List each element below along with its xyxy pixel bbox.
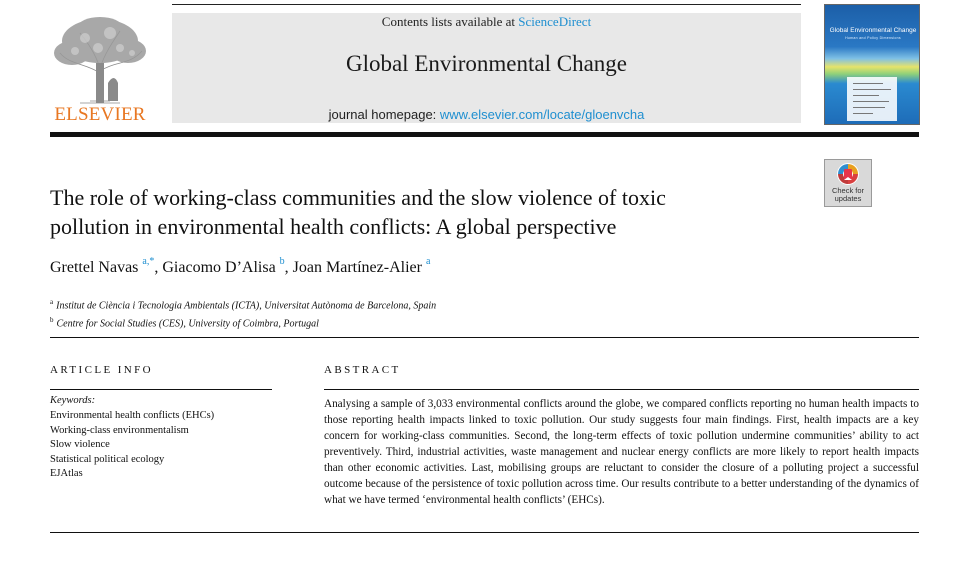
cover-title: Global Environmental Change <box>829 27 917 34</box>
keyword-item[interactable]: Statistical political ecology <box>50 453 165 465</box>
journal-homepage-link[interactable]: www.elsevier.com/locate/gloenvcha <box>439 107 645 122</box>
cover-text-line <box>853 89 891 90</box>
section-divider <box>50 337 919 338</box>
cover-text-line <box>853 83 883 84</box>
author-list <box>50 255 810 277</box>
author-affiliation-mark[interactable]: a,* <box>142 255 155 267</box>
affiliation-text: Institut de Ciència i Tecnologia Ambientals (ICTA), Universitat Autònoma de Barcelona, Spain <box>56 300 437 312</box>
cover-text-line <box>853 113 873 114</box>
affiliation-item <box>50 313 810 331</box>
cover-text-line <box>853 107 885 108</box>
cover-contents-panel <box>847 77 897 121</box>
contents-line <box>172 14 801 30</box>
contents-prefix: Contents lists available at <box>381 14 519 29</box>
journal-title: Global Environmental Change <box>345 51 628 76</box>
author-affiliation-mark[interactable]: b <box>279 255 285 267</box>
keyword-item[interactable]: Working-class environmentalism <box>50 424 189 436</box>
affiliations <box>50 295 810 332</box>
affiliation-item <box>50 295 810 313</box>
article-info-rule <box>50 389 272 390</box>
abstract-rule <box>324 389 919 390</box>
keyword-item[interactable]: EJAtlas <box>50 468 83 479</box>
author-separator: , <box>284 259 293 276</box>
journal-cover-thumbnail[interactable] <box>824 4 920 125</box>
cover-text-line <box>853 95 879 96</box>
author-separator: , <box>154 259 163 276</box>
affiliation-text: Centre for Social Studies (CES), University of Coimbra, Portugal <box>56 318 319 330</box>
keyword-item[interactable]: Slow violence <box>50 439 110 450</box>
abstract-text: Analysing a sample of 3,033 environmental conflicts around the globe, we compared conflicts reporting no human health impacts to those reporting health impacts linked to toxic pollution. Our study suggests four main findings. First, health impacts are a key concern for working-class communities. Second, the long-term effects of toxic pollution undermine communities’ ability to act preventively. Third, industrial activities, waste management and nuclear energy conflicts are more likely to report health impacts than other economic activities. Last, mobilising groups are reluctant to consider the closure of a polluting project a successful outcome because of the persistence of toxic pollution across time. Our results contribute to a better understanding of the dynamics of what we have termed ‘environmental health conflicts’ (EHCs). <box>324 398 919 506</box>
affiliation-mark: a <box>50 298 54 306</box>
check-updates-label: Check for updates <box>831 186 865 203</box>
article-info-heading: ARTICLE INFO <box>50 364 153 376</box>
author-name[interactable]: Joan Martínez-Alier <box>292 259 422 276</box>
keyword-item[interactable]: Environmental health conflicts (EHCs) <box>50 410 215 421</box>
keyword-list <box>50 409 214 482</box>
cover-text-line <box>853 101 889 102</box>
check-updates-icon <box>836 162 860 186</box>
header-thick-rule <box>50 132 919 137</box>
article-title-line-1: The role of working-class communities and the slow violence of toxic <box>50 185 666 210</box>
author-name[interactable]: Giacomo D’Alisa <box>162 259 276 276</box>
abstract-heading: ABSTRACT <box>324 364 401 376</box>
homepage-line <box>172 107 801 122</box>
keywords-label: Keywords: <box>50 395 96 406</box>
elsevier-tree-icon <box>50 13 150 105</box>
header-top-rule <box>172 4 801 5</box>
affiliation-mark: b <box>50 316 54 325</box>
check-for-updates-button[interactable] <box>824 159 872 207</box>
bottom-rule <box>50 532 919 533</box>
journal-header-box <box>172 13 801 123</box>
author-affiliation-mark[interactable]: a <box>425 255 431 267</box>
cover-subtitle: Human and Policy Dimensions <box>845 36 901 40</box>
author-name[interactable]: Grettel Navas <box>50 259 139 276</box>
article-title-line-2: pollution in environmental health conflicts: A global perspective <box>50 214 617 239</box>
homepage-prefix: journal homepage: <box>328 107 440 122</box>
publisher-wordmark: ELSEVIER <box>54 104 146 125</box>
article-title <box>50 183 810 241</box>
sciencedirect-link[interactable]: ScienceDirect <box>518 14 592 29</box>
